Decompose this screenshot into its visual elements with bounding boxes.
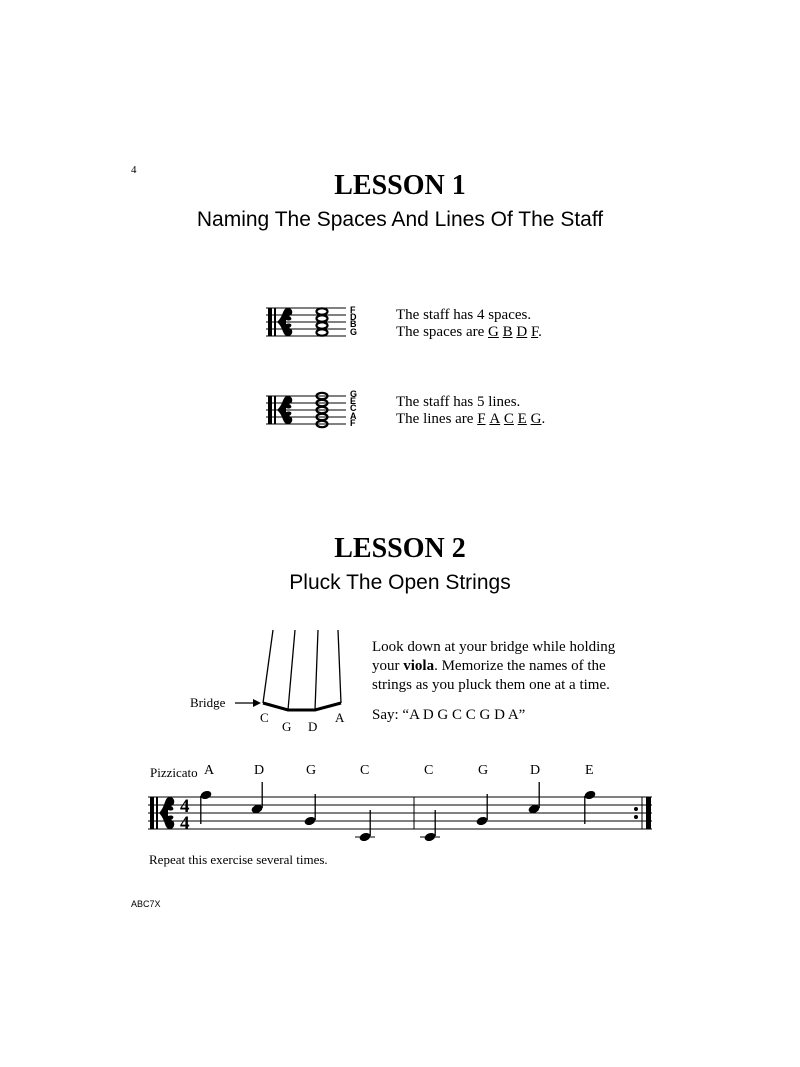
note-c (420, 810, 440, 842)
lesson-2-title: LESSON 2 (334, 533, 466, 564)
spaces-description: The staff has 4 spaces. The spaces are G B D F. (396, 307, 542, 340)
note-name: G (306, 763, 317, 778)
lesson-1-subtitle: Naming The Spaces And Lines Of The Staff (196, 208, 604, 231)
lines-letter-column: G E C A F (350, 389, 358, 428)
time-signature-bottom: 4 (180, 813, 190, 834)
string-label-g: G (282, 719, 292, 734)
page-code: ABC7X (131, 899, 161, 909)
note-name: D (254, 763, 265, 778)
music-staff (140, 780, 660, 850)
lesson-2-instructions: Look down at your bridge while holding your viola. Memorize the names of the strings as you pluck them one at a time. (372, 639, 616, 693)
repeat-dot (634, 815, 638, 819)
repeat-instruction: Repeat this exercise several times. (149, 852, 328, 867)
note-g (476, 794, 489, 826)
string-label-a: A (335, 710, 345, 725)
string-c (263, 630, 273, 703)
string-a (338, 630, 341, 703)
note-name: A (204, 763, 215, 778)
bridge-shape (263, 703, 341, 710)
note-d (251, 782, 264, 814)
pizzicato-label: Pizzicato (150, 765, 198, 780)
lesson-1-title: LESSON 1 (334, 170, 466, 201)
lesson-2-subtitle: Pluck The Open Strings (289, 571, 511, 594)
note-name: D (530, 763, 541, 778)
string-label-c: C (260, 710, 269, 725)
string-label-d: D (308, 719, 318, 734)
note-d (528, 782, 541, 814)
time-signature-top: 4 (180, 796, 190, 817)
string-g (288, 630, 295, 710)
note-name: C (424, 763, 434, 778)
say-line: Say: “A D G C C G D A” (372, 707, 526, 723)
note-name: E (585, 763, 594, 778)
note-a (200, 790, 213, 824)
bridge-label: Bridge (190, 695, 226, 710)
note-e (584, 790, 597, 824)
arrow-right-icon (235, 699, 261, 707)
page-number: 4 (131, 164, 137, 176)
lines-description: The staff has 5 lines. The lines are F A C E G. (396, 394, 546, 427)
note-c (355, 810, 375, 842)
note-name: C (360, 763, 370, 778)
final-barline-thick (646, 797, 651, 829)
note-g (304, 794, 317, 826)
spaces-letter-column: F D B G (350, 305, 358, 337)
repeat-dot (634, 807, 638, 811)
note-name: G (478, 763, 489, 778)
string-d (315, 630, 318, 710)
